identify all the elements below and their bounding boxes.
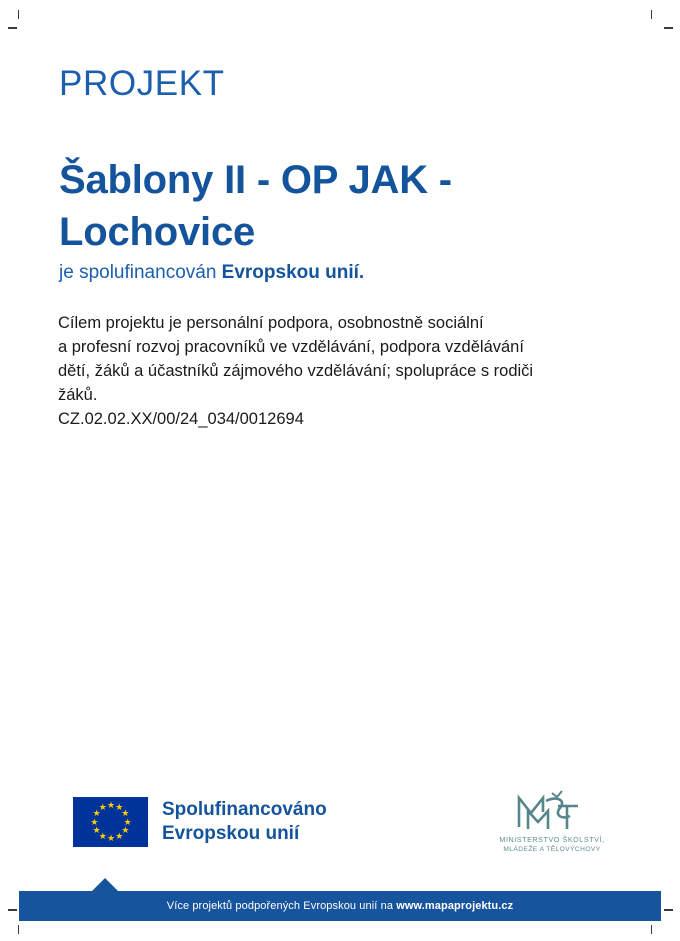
bottom-bar-prefix: Více projektů podpořených Evropskou unií na [166,900,397,912]
cofunded-strong: Evropskou unií. [221,262,365,283]
msmt-name-line-1: MINISTERSTVO ŠKOLSTVÍ, [499,835,605,844]
eu-star-icon: ★ [115,802,124,813]
eu-flag-icon [73,797,148,847]
eu-star-icon: ★ [107,833,116,844]
bottom-bar [19,891,661,921]
crop-mark-bottom-left-vertical [18,925,19,934]
description-line: dětí, žáků a účastníků zájmového vzdělávání; spolupráce s rodiči [58,362,534,380]
msmt-name-line-2: MLÁDEŽE A TĚLOVÝCHOVY [503,845,601,853]
eu-star-icon: ★ [90,816,99,827]
page-title: Šablony II - OP JAK - Lochovice [59,157,452,254]
eu-star-icon: ★ [98,830,107,841]
eu-star-icon: ★ [107,799,116,810]
bottom-bar-notch [91,878,119,892]
bottom-bar-text [167,899,513,913]
eu-star-icon: ★ [121,824,130,835]
crop-mark-bottom-right-horizontal [664,909,673,911]
description-line: a profesní rozvoj pracovníků ve vzdělávání, podpora vzdělávání [58,338,524,356]
eu-logo-text [162,798,327,846]
description-line: žáků. [58,386,98,404]
crop-mark-bottom-left-horizontal [8,909,17,911]
description-line: Cílem projektu je personální podpora, osobnostně sociální [58,314,484,332]
eu-star-icon: ★ [123,816,132,827]
crop-mark-bottom-right-vertical [651,925,652,934]
crop-mark-top-left-vertical [18,10,19,19]
eu-star-icon: ★ [121,808,130,819]
eu-star-icon: ★ [92,808,101,819]
project-registration-number: CZ.02.02.XX/00/24_034/0012694 [58,410,304,428]
eu-logo [73,797,327,847]
eu-logo-line-2: Evropskou unií [162,823,300,844]
poster-eyebrow: PROJEKT [59,64,225,103]
eu-star-icon: ★ [98,802,107,813]
crop-mark-top-right-horizontal [664,27,673,29]
cofunded-prefix: je spolufinancován [59,262,222,283]
mapaprojektu-link[interactable]: www.mapaprojektu.cz [396,900,514,912]
crop-mark-top-left-horizontal [8,27,17,29]
eu-star-icon: ★ [92,824,101,835]
msmt-logo [484,789,620,854]
msmt-monogram-icon [484,789,620,832]
eu-star-icon: ★ [115,830,124,841]
project-description [58,311,638,431]
eu-logo-line-1: Spolufinancováno [162,799,327,820]
msmt-logo-name [484,835,620,854]
cofunded-statement [59,260,364,286]
crop-mark-top-right-vertical [651,10,652,19]
